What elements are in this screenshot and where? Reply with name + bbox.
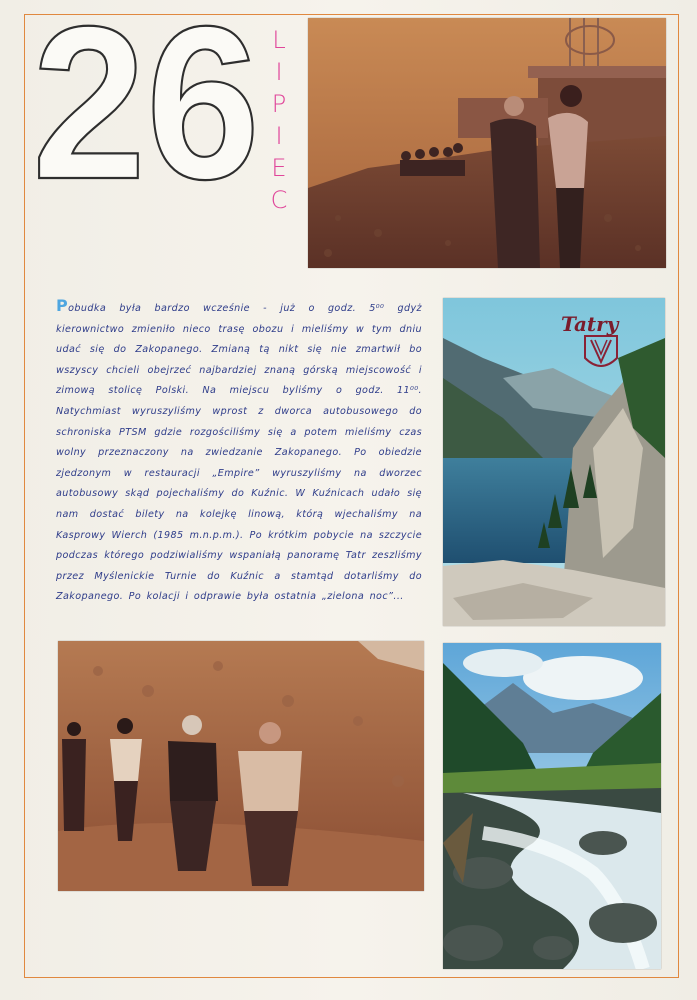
- month-letter: L: [272, 26, 286, 54]
- postcard-tatry-lake: [443, 298, 665, 626]
- journal-entry: [56, 296, 422, 608]
- month-letter: E: [271, 154, 287, 182]
- month-letter: C: [270, 186, 288, 214]
- month-letter: I: [275, 122, 283, 150]
- month-letter: I: [275, 58, 283, 86]
- postcard-mountain-stream: [443, 643, 661, 969]
- journal-text: obudka była bardzo wcześnie - już o godz. 5⁰⁰ gdyż kierownictwo zmieniło nieco trasę obozu i mieliśmy w tym dniu udać się do Zakopanego. Zmianą tą nikt się nie zmartwił bo wszyscy chcieli obejrzeć najbardziej znaną górską miejscowość i zimową stolicę Polski. Na miejscu byliśmy o godz. 11⁰⁰. Natychmiast wyruszyliśmy wprost z dworca autobusowego do schroniska PTSM gdzie rozgościliśmy się a potem mieliśmy czas wolny przeznaczony na zwiedzanie Zakopanego. Po obiedzie zjedzonym w restauracji „Empire” wyruszyliśmy na dworzec autobusowy skąd pojechaliśmy do Kuźnic. W Kuźnicach udało się nam dostać bilety na kolejkę linową, którą wjechaliśmy na Kasprowy Wierch (1985 m.n.p.m.). Po krótkim pobycie na szczycie podczas którego podziwialiśmy wspaniałą panoramę Tatr zeszliśmy przez Myślenickie Turnie do Kuźnic a stamtąd dotarliśmy do Zakopanego. Po kolacji i odprawie była ostatnia „zielona noc”...: [56, 303, 422, 603]
- month-letter: P: [271, 90, 287, 118]
- photo-group-hiking: [58, 641, 424, 891]
- day-number-text: 26: [32, 18, 260, 188]
- day-number: [32, 18, 262, 188]
- photo-kasprowy-summit: [308, 18, 666, 268]
- month-label: [268, 24, 290, 216]
- journal-first-letter: P: [56, 296, 69, 315]
- postcard-title: Tatry: [561, 312, 619, 336]
